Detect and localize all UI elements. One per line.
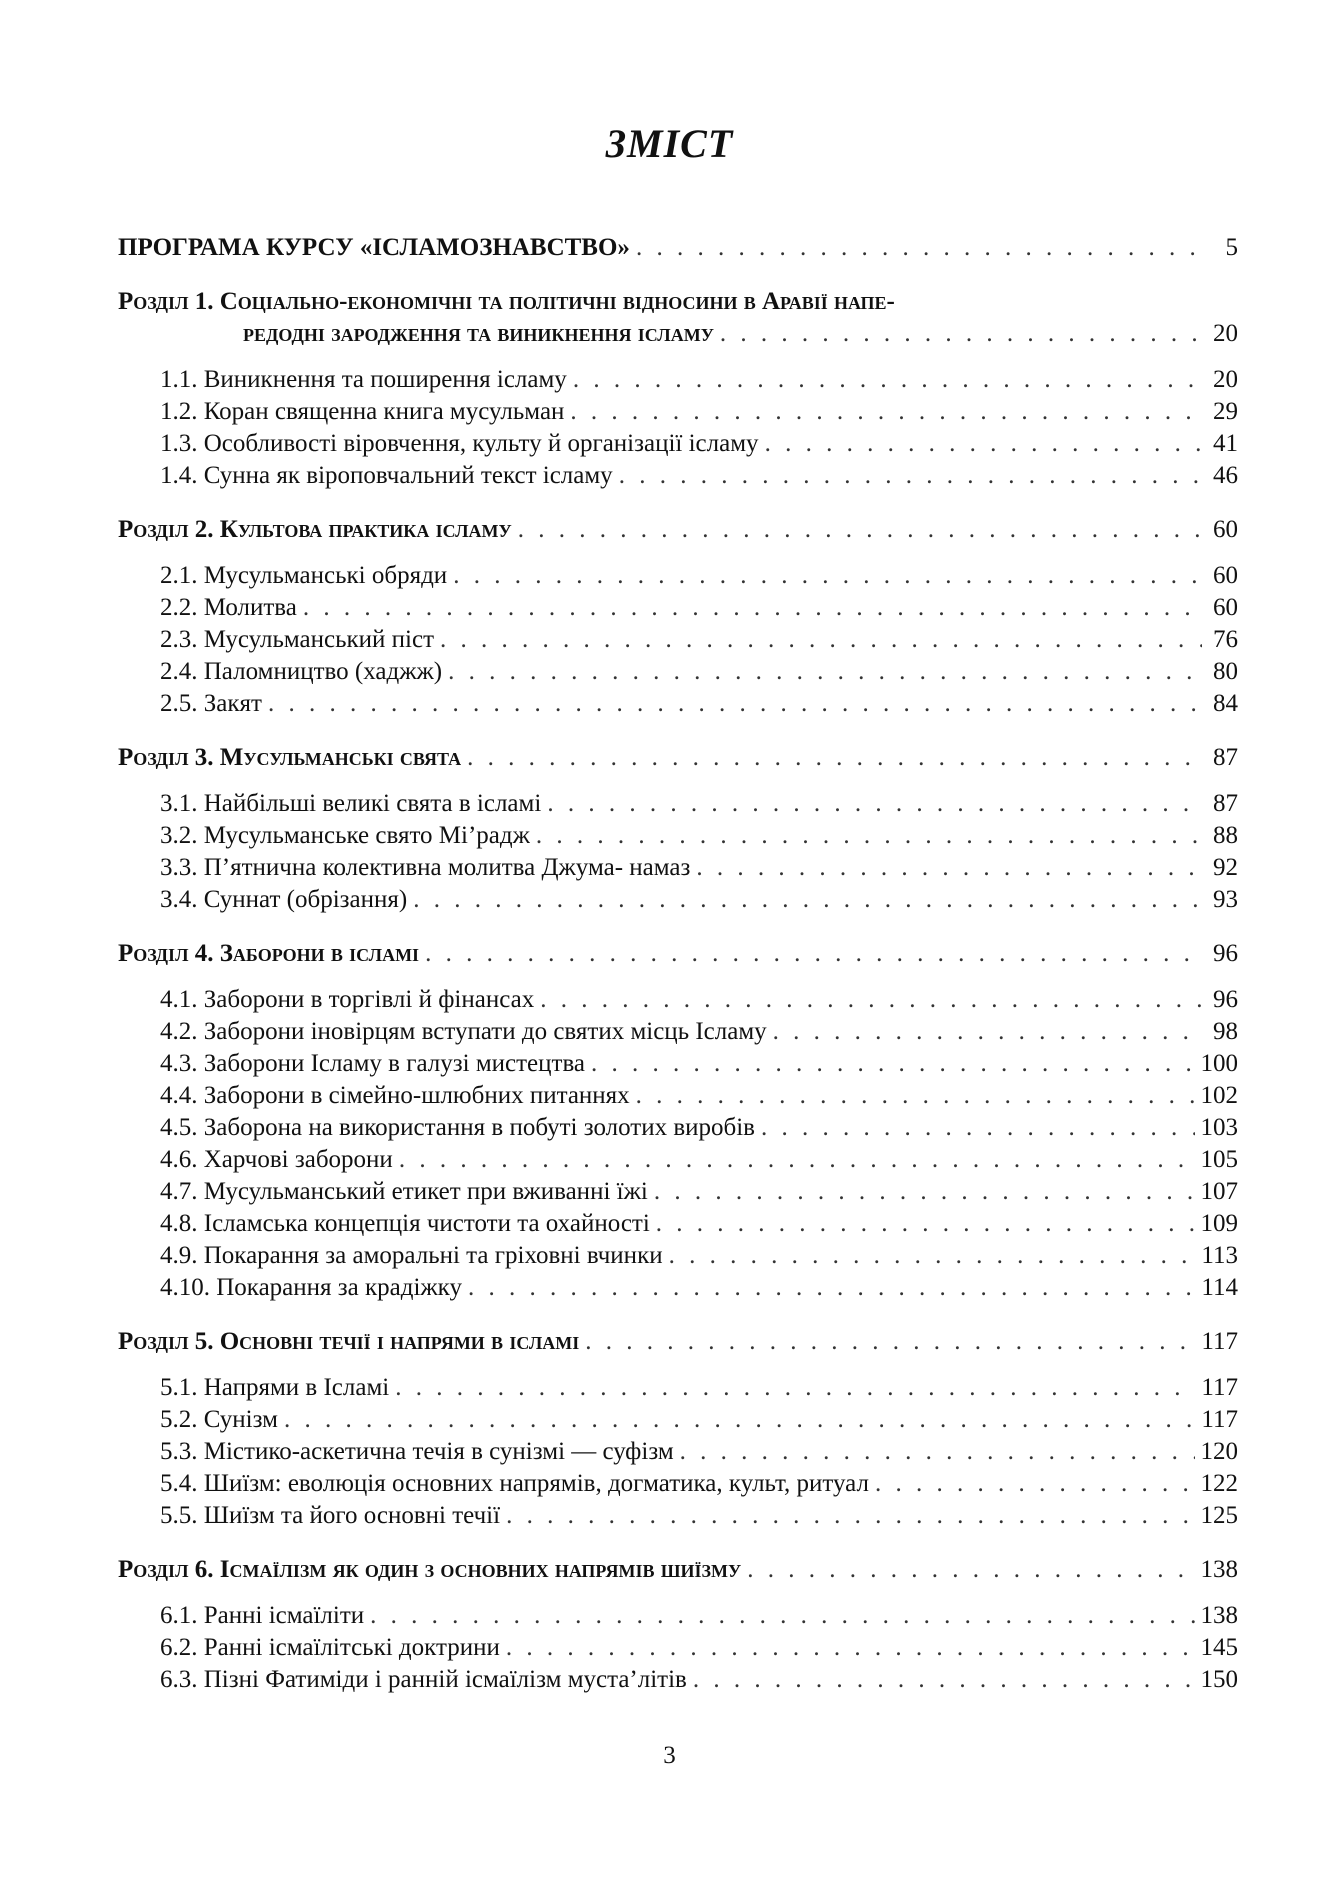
dot-leader (268, 688, 1202, 720)
toc-entry-page: 76 (1213, 626, 1238, 653)
toc-entry-page: 87 (1213, 790, 1238, 817)
toc-entry-page: 103 (1200, 1114, 1238, 1141)
dot-leader (591, 1048, 1194, 1080)
toc-entry-page: 125 (1200, 1502, 1238, 1529)
page-number: 3 (663, 1742, 676, 1769)
dot-leader (468, 1272, 1195, 1304)
toc-section[interactable] (118, 1240, 1238, 1272)
toc-section[interactable] (118, 1664, 1238, 1696)
dot-leader (370, 1600, 1194, 1632)
toc-entry-page: 102 (1200, 1082, 1238, 1109)
toc-entry-page: 60 (1213, 562, 1238, 589)
dot-leader (536, 820, 1202, 852)
toc-entry-page: 98 (1213, 1018, 1238, 1045)
toc-section[interactable] (118, 820, 1238, 852)
toc-entry-label: 1.4. Сунна як віроповчальний текст ісламу (160, 462, 613, 489)
toc-entry-page: 93 (1213, 886, 1238, 913)
toc-section[interactable] (118, 1436, 1238, 1468)
dot-leader (585, 1326, 1195, 1358)
toc-entry-page: 60 (1213, 594, 1238, 621)
toc-entry-page: 113 (1201, 1242, 1238, 1269)
toc-entry-page: 117 (1201, 1328, 1238, 1355)
toc-entry-page: 107 (1200, 1178, 1238, 1205)
dot-leader (654, 1176, 1195, 1208)
toc-entry-page: 87 (1213, 744, 1238, 771)
toc-entry-page: 109 (1200, 1210, 1238, 1237)
toc-entry-label: 5.1. Напрями в Ісламі (160, 1374, 390, 1401)
toc-entry-label: 4.4. Заборони в сімейно-шлюбних питаннях (160, 1082, 630, 1109)
toc-entry-label: 5.4. Шиїзм: еволюція основних напрямів, догматика, культ, ритуал (160, 1470, 869, 1497)
toc-entry-page: 145 (1200, 1634, 1238, 1661)
toc-section[interactable] (118, 624, 1238, 656)
toc-entry-page: 80 (1213, 658, 1238, 685)
dot-leader (619, 460, 1202, 492)
toc-section[interactable] (118, 1272, 1238, 1304)
toc-section[interactable] (118, 1048, 1238, 1080)
toc-section[interactable] (118, 592, 1238, 624)
toc-entry-label: Розділ 2. Культова практика ісламу (118, 516, 512, 543)
toc-entry-label: 2.5. Закят (160, 690, 262, 717)
toc-entry-label: 4.7. Мусульманський етикет при вживанні їжі (160, 1178, 648, 1205)
toc-section[interactable] (118, 1080, 1238, 1112)
toc-entry-label: 5.2. Сунізм (160, 1406, 278, 1433)
toc-entry-page: 138 (1200, 1556, 1238, 1583)
toc-section[interactable] (118, 1208, 1238, 1240)
dot-leader (448, 656, 1202, 688)
toc-entry-page: 20 (1213, 320, 1238, 347)
toc-section[interactable] (118, 396, 1238, 428)
dot-leader (680, 1436, 1195, 1468)
toc-section[interactable] (118, 1404, 1238, 1436)
toc-entry-label: 3.2. Мусульманське свято Мі’радж (160, 822, 530, 849)
toc-chapter-1-heading[interactable]: Розділ 1. Соціально-економічні та політичні відносини в Аравії напе- (118, 288, 895, 315)
dot-leader (303, 592, 1202, 624)
toc-section[interactable] (118, 1112, 1238, 1144)
dot-leader (440, 624, 1202, 656)
toc-entry-page: 120 (1200, 1438, 1238, 1465)
toc-entry-label: 4.3. Заборони Ісламу в галузі мистецтва (160, 1050, 586, 1077)
toc-entry-label: Розділ 5. Основні течії і напрями в ісламі (118, 1328, 580, 1355)
table-of-contents (118, 232, 1238, 1696)
toc-section[interactable] (118, 984, 1238, 1016)
toc-entry-page: 96 (1213, 986, 1238, 1013)
dot-leader (773, 1016, 1202, 1048)
toc-entry-label: 3.1. Найбільші великі свята в ісламі (160, 790, 542, 817)
toc-entry-page: 60 (1213, 516, 1238, 543)
toc-entry-label: 4.2. Заборони іновірцям вступати до святих місць Ісламу (160, 1018, 767, 1045)
toc-entry-label: Розділ 6. Ісмаїлізм як один з основних напрямів шиїзму (118, 1556, 742, 1583)
dot-leader (425, 938, 1202, 970)
toc-section[interactable] (118, 1500, 1238, 1532)
dot-leader (696, 852, 1202, 884)
dot-leader (506, 1500, 1194, 1532)
toc-entry-label: 3.4. Суннат (обрізання) (160, 886, 408, 913)
toc-entry-label: 2.1. Мусульманські обряди (160, 562, 448, 589)
toc-chapter-5[interactable] (118, 1326, 1238, 1358)
dot-leader (413, 884, 1202, 916)
dot-leader (573, 364, 1202, 396)
toc-section[interactable] (118, 1372, 1238, 1404)
toc-chapter-2[interactable] (118, 514, 1238, 546)
dot-leader (570, 396, 1202, 428)
toc-entry-page: 105 (1200, 1146, 1238, 1173)
dot-leader (720, 318, 1202, 350)
toc-entry-page: 41 (1213, 430, 1238, 457)
toc-entry-label: ПРОГРАМА КУРСУ «ІСЛАМОЗНАВСТВО» (118, 234, 630, 261)
toc-entry-label: 3.3. П’ятнична колективна молитва Джума- намаз (160, 854, 691, 881)
toc-section[interactable] (118, 1632, 1238, 1664)
toc-entry-label: 4.8. Ісламська концепція чистоти та охайності (160, 1210, 650, 1237)
toc-section[interactable] (118, 1144, 1238, 1176)
toc-entry-page: 138 (1200, 1602, 1238, 1629)
toc-entry-label: 1.1. Виникнення та поширення ісламу (160, 366, 567, 393)
toc-section[interactable] (118, 688, 1238, 720)
toc-section[interactable] (118, 460, 1238, 492)
dot-leader (875, 1468, 1195, 1500)
toc-entry-label: 4.9. Покарання за аморальні та гріховні вчинки (160, 1242, 663, 1269)
toc-section[interactable] (118, 788, 1238, 820)
dot-leader (506, 1632, 1195, 1664)
toc-entry-page: 88 (1213, 822, 1238, 849)
toc-section[interactable] (118, 1468, 1238, 1500)
toc-entry-page: 117 (1201, 1374, 1238, 1401)
toc-entry-page: 96 (1213, 940, 1238, 967)
toc-section[interactable] (118, 1176, 1238, 1208)
dot-leader (693, 1664, 1195, 1696)
toc-section[interactable] (118, 1600, 1238, 1632)
dot-leader (399, 1144, 1195, 1176)
toc-chapter-3[interactable] (118, 742, 1238, 774)
toc-entry-label: 5.3. Містико-аскетична течія в сунізмі — суфізм (160, 1438, 674, 1465)
toc-section[interactable] (118, 884, 1238, 916)
toc-section[interactable] (118, 1016, 1238, 1048)
dot-leader (669, 1240, 1196, 1272)
toc-entry-page: 150 (1200, 1666, 1238, 1693)
toc-chapter-6[interactable] (118, 1554, 1238, 1586)
toc-entry-label: 1.3. Особливості віровчення, культу й організації ісламу (160, 430, 759, 457)
toc-entry-label: 4.5. Заборона на використання в побуті золотих виробів (160, 1114, 755, 1141)
toc-entry-label: Розділ 3. Мусульманські свята (118, 744, 462, 771)
toc-section[interactable] (118, 364, 1238, 396)
dot-leader (636, 232, 1202, 264)
toc-entry-label: 2.4. Паломництво (хаджж) (160, 658, 443, 685)
dot-leader (518, 514, 1202, 546)
toc-entry-label: 4.1. Заборони в торгівлі й фінансах (160, 986, 535, 1013)
dot-leader (547, 788, 1202, 820)
toc-entry-page: 46 (1213, 462, 1238, 489)
dot-leader (284, 1404, 1195, 1436)
toc-entry-page: 100 (1200, 1050, 1238, 1077)
toc-entry-page: 5 (1225, 234, 1238, 261)
dot-leader (540, 984, 1202, 1016)
dot-leader (395, 1372, 1195, 1404)
toc-entry-label: 4.6. Харчові заборони (160, 1146, 393, 1173)
toc-entry-label: 5.5. Шиїзм та його основні течії (160, 1502, 501, 1529)
toc-entry-page: 84 (1213, 690, 1238, 717)
dot-leader (747, 1554, 1194, 1586)
toc-entry-program[interactable] (118, 232, 1238, 264)
dot-leader (765, 428, 1202, 460)
toc-chapter-1[interactable] (118, 318, 1238, 350)
toc-section[interactable] (118, 852, 1238, 884)
toc-entry-label: 4.10. Покарання за крадіжку (160, 1274, 462, 1301)
toc-entry-label: 2.3. Мусульманський піст (160, 626, 435, 653)
dot-leader (761, 1112, 1195, 1144)
dot-leader (467, 742, 1202, 774)
page-title: ЗМІСТ (605, 121, 734, 166)
toc-entry-label: Розділ 4. Заборони в ісламі (118, 940, 420, 967)
toc-section[interactable] (118, 428, 1238, 460)
toc-entry-page: 29 (1213, 398, 1238, 425)
dot-leader (636, 1080, 1195, 1112)
dot-leader (656, 1208, 1195, 1240)
toc-entry-label: 2.2. Молитва (160, 594, 297, 621)
dot-leader (453, 560, 1202, 592)
toc-entry-label: 6.3. Пізні Фатиміди і ранній ісмаїлізм муста’літів (160, 1666, 687, 1693)
toc-entry-label: 1.2. Коран священна книга мусульман (160, 398, 565, 425)
toc-entry-label: 6.2. Ранні ісмаїлітські доктрини (160, 1634, 500, 1661)
toc-entry-page: 114 (1201, 1274, 1238, 1301)
toc-chapter-4[interactable] (118, 938, 1238, 970)
toc-entry-page: 117 (1201, 1406, 1238, 1433)
toc-section[interactable] (118, 656, 1238, 688)
toc-entry-label: редодні зародження та виникнення ісламу (243, 320, 714, 347)
toc-entry-page: 122 (1200, 1470, 1238, 1497)
toc-entry-page: 20 (1213, 366, 1238, 393)
toc-entry-label: 6.1. Ранні ісмаїліти (160, 1602, 365, 1629)
toc-entry-page: 92 (1213, 854, 1238, 881)
toc-section[interactable] (118, 560, 1238, 592)
